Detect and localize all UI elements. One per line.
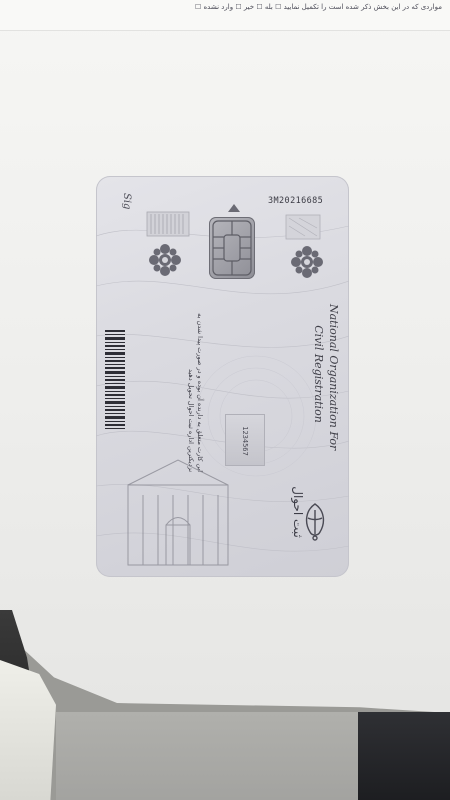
farsi-notice: این کارت متعلق به دارنده آن بوده و در صورت پیدا شدن به نزدیکترین اداره ثبت احوال تحویل دهید — [187, 313, 204, 472]
triangle-icon — [228, 204, 240, 212]
signature: Sig — [121, 193, 132, 210]
hatched-panel-icon — [285, 214, 321, 240]
floral-ornament-icon — [288, 243, 326, 281]
hatched-panel-icon — [146, 211, 190, 237]
white-label — [0, 660, 56, 800]
organization-line-1: National Organization For — [327, 304, 340, 451]
dark-device — [358, 712, 450, 800]
table-surface — [56, 712, 358, 800]
card-serial-number: 3M20216685 — [268, 196, 324, 206]
organization-name — [307, 304, 341, 451]
building-watermark-icon — [108, 455, 248, 575]
handwritten-form-text: مواردی که در این بخش ذکر شده است را تکمیل نمایید ☐ بله ☐ خیر ☐ وارد نشده ☐ — [195, 3, 442, 11]
calligraphy-logo: ثبت احوال — [291, 486, 305, 538]
paper-top-strip — [0, 0, 450, 31]
photo-number: 1234567 — [241, 426, 249, 456]
organization-line-2: Civil Registration — [312, 325, 325, 423]
barcode-icon — [103, 330, 127, 430]
floral-ornament-icon — [146, 241, 184, 279]
chip-icon — [209, 217, 255, 279]
